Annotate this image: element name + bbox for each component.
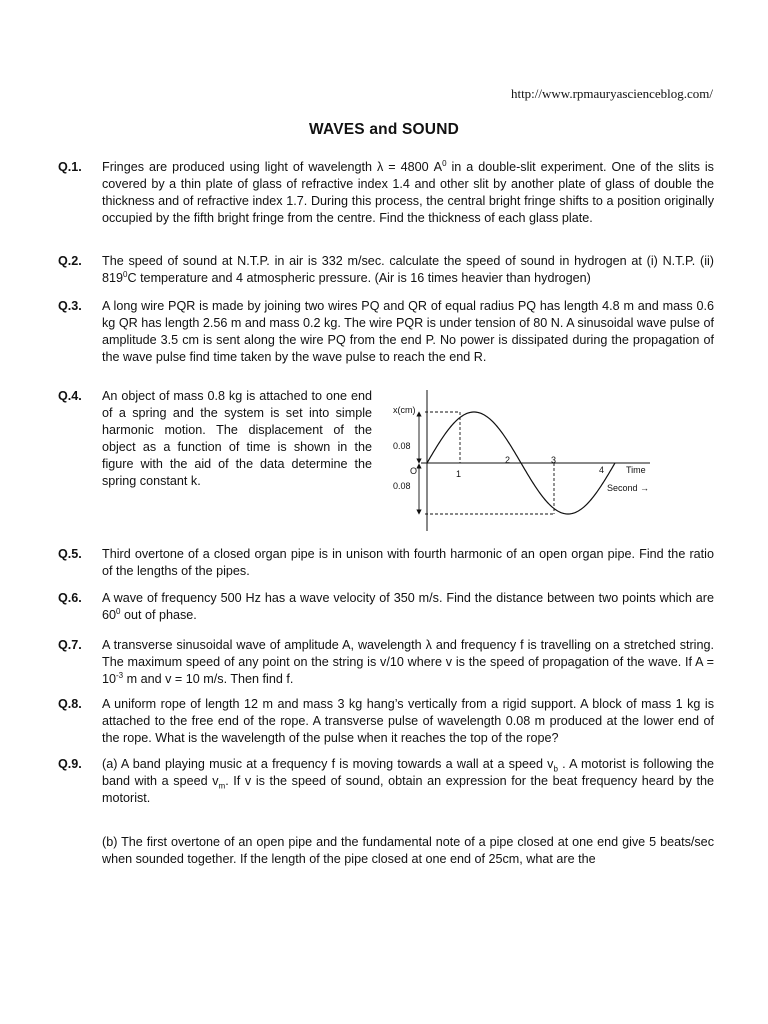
part-b: (b) The first overtone of an open pipe and the fundamental note of a pipe closed at one end give 5 beats/sec when sounded together. If the length of the pipe closed at one end of 25cm, what are the (102, 835, 714, 866)
lower-amplitude-label: 0.08 (393, 481, 411, 491)
question-text (102, 159, 714, 227)
tick-label-2: 2 (505, 455, 511, 465)
origin-label: O (410, 466, 418, 476)
subscript: b (553, 764, 558, 774)
question-9 (58, 756, 714, 868)
second-label: Second → (607, 483, 650, 493)
text-segment: A transverse sinusoidal wave of amplitude A, wavelength (102, 638, 426, 652)
part-a (102, 756, 714, 807)
question-text (102, 756, 714, 868)
text-segment: and frequency f is travelling on a stretched string. The maximum speed of any point on the string is v/10 where v is the speed of propagation of the wave. If A = 10 (102, 638, 714, 686)
text-segment: = 4800 A (383, 160, 443, 174)
graph-svg (385, 388, 675, 533)
question-number: Q.8. (58, 697, 82, 711)
text-segment: (a) A band playing music at a frequency f is moving towards a wall at a speed v (102, 757, 554, 771)
question-7 (58, 637, 714, 688)
question-text (102, 253, 714, 287)
lambda-symbol: λ (377, 160, 384, 174)
superscript: 0 (442, 158, 447, 168)
upper-amplitude-label: 0.08 (393, 441, 411, 451)
question-6 (58, 590, 714, 624)
question-5 (58, 546, 714, 580)
time-label: Time (626, 465, 646, 475)
superscript: -3 (116, 670, 124, 680)
question-number: Q.7. (58, 638, 82, 652)
tick-label-3: 3 (551, 455, 557, 465)
question-text: An object of mass 0.8 kg is attached to one end of a spring and the system is set into simple harmonic motion. The displacement of the object as a function of time is shown in the figure with the aid of the data determine the spring constant k. (102, 389, 372, 488)
question-text: Third overtone of a closed organ pipe is in unison with fourth harmonic of an open organ pipe. Find the ratio of the lengths of the pipes. (102, 547, 714, 578)
displacement-time-graph (385, 388, 675, 533)
question-number: Q.3. (58, 299, 82, 313)
text-segment: m and v = 10 m/s. Then find f. (123, 672, 294, 686)
text-segment: out of phase. (120, 608, 197, 622)
text-segment: Fringes are produced using light of wavelength (102, 160, 378, 174)
text-segment: . A motorist is following the band with a speed v (102, 757, 714, 788)
question-number: Q.1. (58, 160, 82, 174)
question-number: Q.2. (58, 254, 82, 268)
question-number: Q.9. (58, 757, 82, 771)
subscript: m (218, 781, 226, 791)
question-text (102, 590, 714, 624)
tick-label-1: 1 (456, 469, 462, 479)
question-number: Q.5. (58, 547, 82, 561)
question-1 (58, 159, 714, 227)
text-segment: C temperature and 4 atmospheric pressure. (Air is 16 times heavier than hydrogen) (127, 271, 591, 285)
question-text: A uniform rope of length 12 m and mass 3 kg hang’s vertically from a rigid support. A block of mass 1 kg is attached to the free end of the rope. A transverse pulse of wavelength 0.08 m produced at the lower end of the rope. What is the wavelength of the pulse when it reaches the top of the rope? (102, 697, 714, 745)
text-segment: in a double-slit experiment. One of the slits is covered by a thin plate of glass of refractive index 1.4 and other slit by another plate of glass of double the thickness and of refractive index 1.7. During this process, the central bright fringe shifts to a position originally occupied by the fifth bright fringe from the centre. Find the thickness of each glass plate. (102, 160, 714, 225)
text-segment: The speed of sound at N.T.P. in air is 332 m/sec. calculate the speed of sound in hydrogen at (i) N.T.P. (ii) 819 (102, 254, 714, 285)
question-text: A long wire PQR is made by joining two wires PQ and QR of equal radius PQ has length 4.8 m and mass 0.6 kg QR has length 2.56 m and mass 0.2 kg. The wire PQR is under tension of 80 N. A sinusoidal wave pulse of amplitude 3.5 cm is sent along the wire PQ from the end P. No power is dissipated during the propagation of the wave pulse find time taken by the wave pulse to reach the end R. (102, 299, 714, 364)
question-8 (58, 696, 714, 747)
text-segment: . If v is the speed of sound, obtain an expression for the beat frequency heard by the motorist. (102, 774, 714, 805)
question-number: Q.6. (58, 591, 82, 605)
text-segment: A wave of frequency 500 Hz has a wave velocity of 350 m/s. Find the distance between two points which are 60 (102, 591, 714, 622)
page-title: WAVES and SOUND (309, 121, 459, 138)
superscript: 0 (116, 606, 121, 616)
lambda-symbol: λ (425, 638, 432, 652)
question-2 (58, 253, 714, 287)
superscript: 0 (123, 269, 128, 279)
tick-label-4: 4 (599, 465, 605, 475)
header-url: http://www.rpmauryascienceblog.com/ (510, 86, 713, 101)
question-text (102, 637, 714, 688)
y-axis-label: x(cm) (393, 405, 416, 415)
question-3 (58, 298, 714, 366)
question-number: Q.4. (58, 389, 82, 403)
